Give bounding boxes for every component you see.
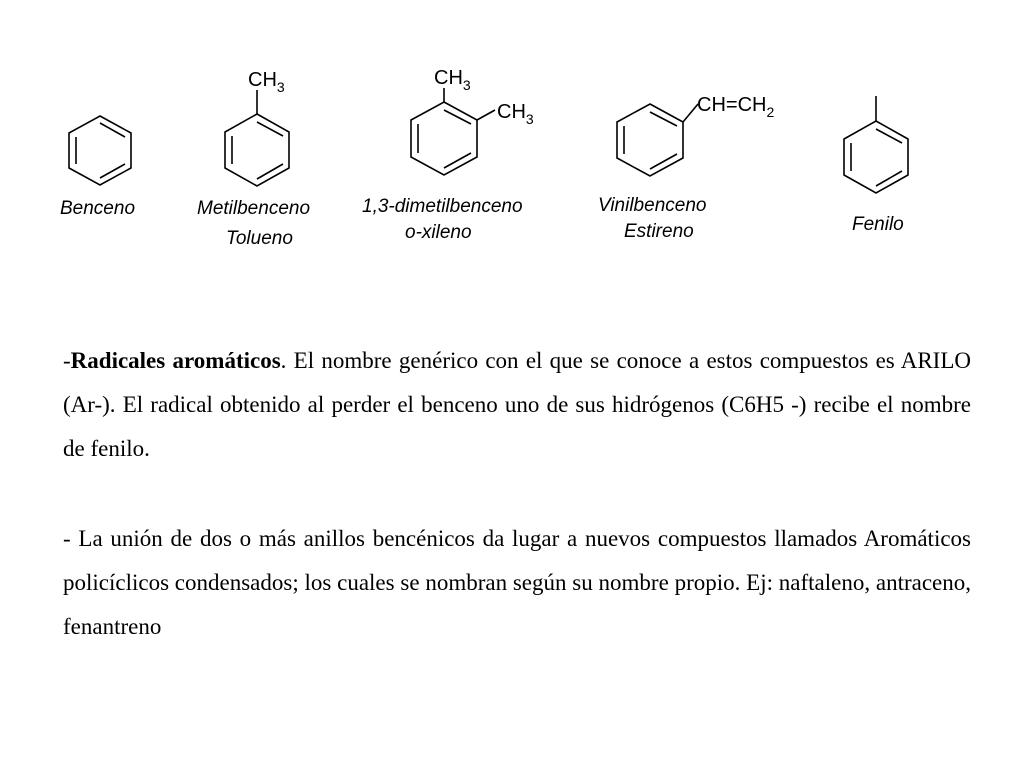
tolueno-label: Tolueno <box>226 228 293 249</box>
dimetilbenceno-label: 1,3-dimetilbenceno <box>362 196 523 217</box>
methyl-group-2: CH3 <box>497 101 534 127</box>
toluene-structure <box>197 69 310 249</box>
metilbenceno-label: Metilbenceno <box>197 198 311 219</box>
para2-text: - La unión de dos o más anillos bencénicos da lugar a nuevos compuestos llamados Aromáticos policíclicos condensados; los cuales se nombran según su nombre propio. Ej: naftaleno, antraceno, fenantreno <box>63 526 971 639</box>
double-bond <box>100 123 125 137</box>
estireno-label: Estireno <box>624 221 694 242</box>
vinyl-bond <box>683 104 698 122</box>
benzene-ring <box>617 104 683 176</box>
double-bond <box>100 164 125 178</box>
double-bond <box>257 164 283 179</box>
benzene-structure <box>60 116 135 219</box>
double-bond <box>876 129 902 143</box>
double-bond <box>444 153 471 168</box>
benzene-ring <box>225 114 289 186</box>
vinilbenceno-label: Vinilbenceno <box>598 195 707 216</box>
methyl-group-1: CH3 <box>434 67 471 93</box>
benzene-ring <box>411 102 477 175</box>
benceno-label: Benceno <box>60 198 136 219</box>
xylene-structure <box>362 67 534 243</box>
paragraph-radicales-aromaticos <box>63 339 971 471</box>
phenyl-structure <box>844 96 908 235</box>
double-bond <box>650 154 677 169</box>
double-bond <box>257 122 283 136</box>
para1-text: . El nombre genérico con el que se conoce a estos compuestos es ARILO (Ar-). El radical obtenido al perder el benceno uno de sus hidrógenos (C6H5 -) recibe el nombre de fenilo. <box>63 348 971 461</box>
para1-term: Radicales aromáticos <box>70 348 281 373</box>
styrene-structure <box>598 94 774 242</box>
aromatic-structures-diagram <box>0 0 1024 270</box>
benzene-ring <box>69 116 131 185</box>
methyl-group: CH3 <box>248 69 285 95</box>
fenilo-label: Fenilo <box>852 214 904 235</box>
methyl-bond <box>477 110 495 120</box>
paragraph-policiclicos <box>63 517 971 649</box>
vinyl-group: CH=CH2 <box>697 94 775 120</box>
xileno-label: o-xileno <box>405 222 472 243</box>
double-bond <box>444 110 471 124</box>
benzene-ring <box>844 121 908 193</box>
double-bond <box>650 112 677 126</box>
double-bond <box>876 171 902 186</box>
para1-prefix: - <box>63 348 71 373</box>
